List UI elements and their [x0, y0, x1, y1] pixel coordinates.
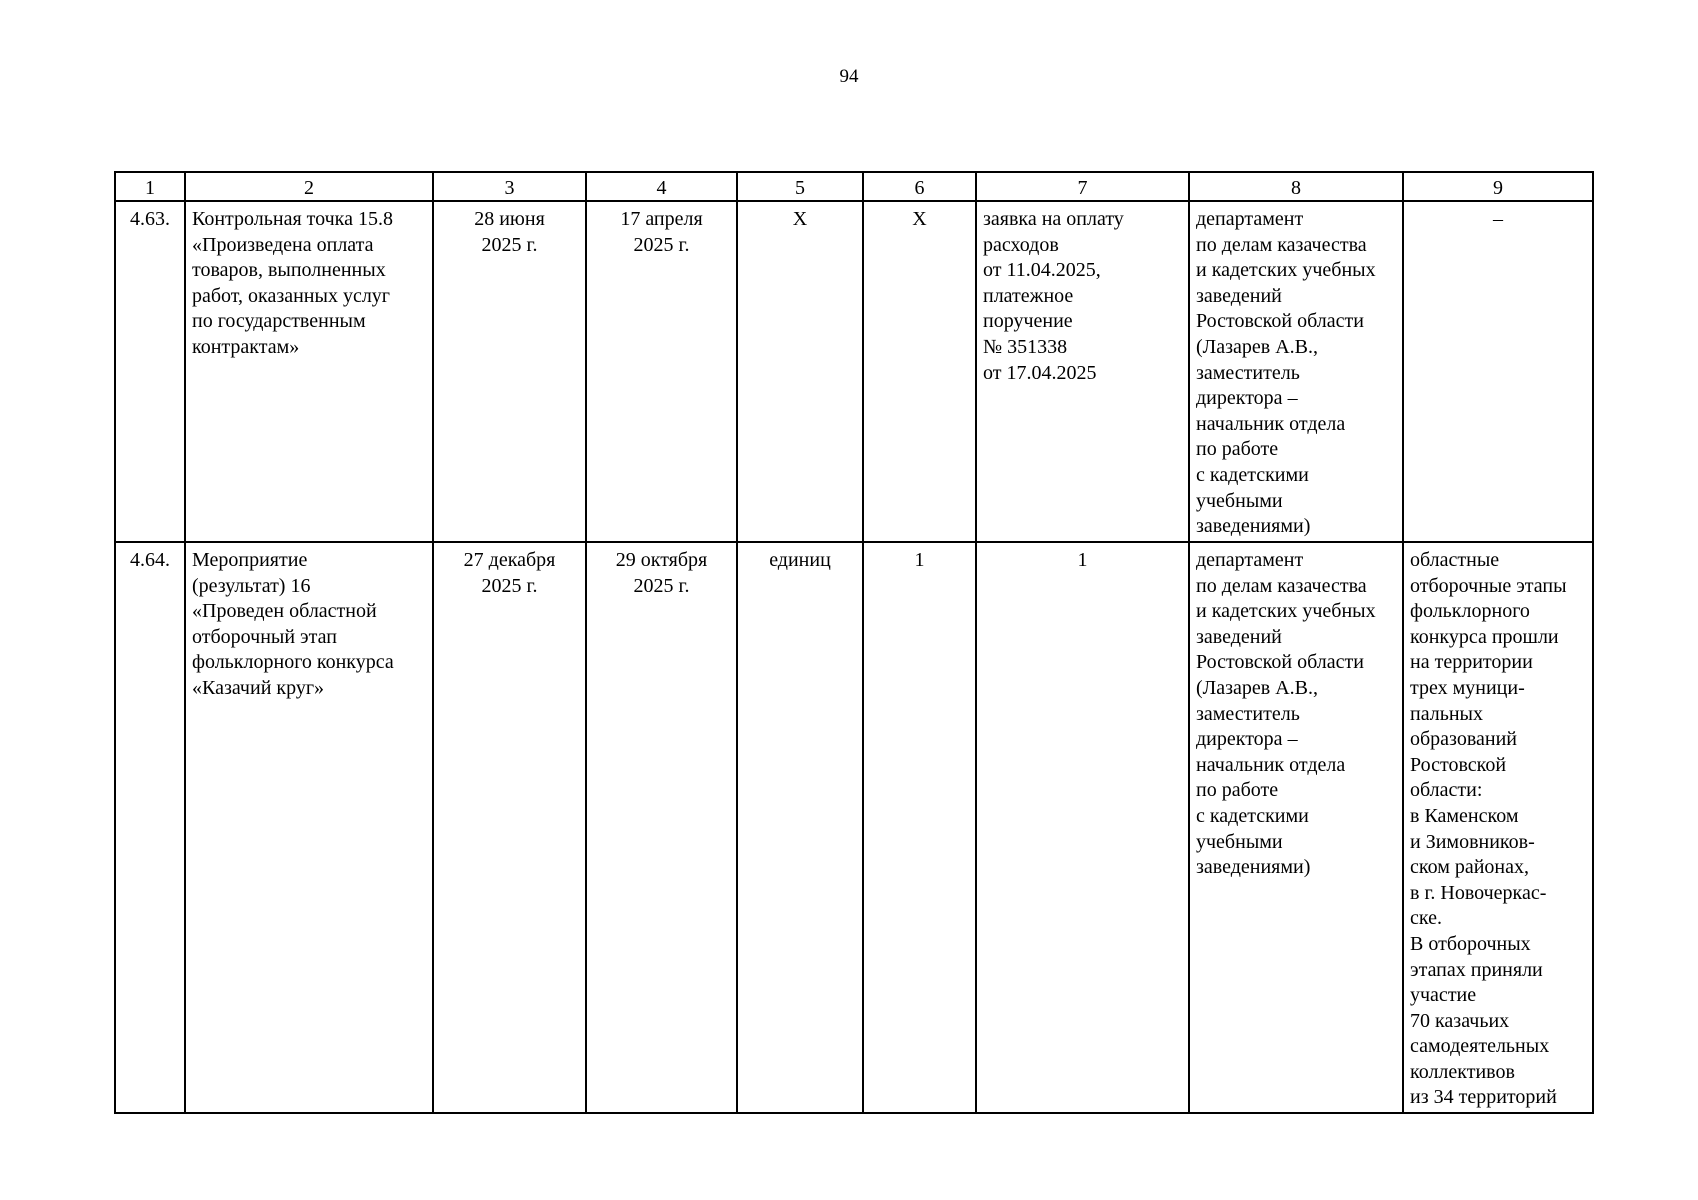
row-number-cell: 4.63.	[115, 201, 185, 542]
column-header: 8	[1189, 172, 1403, 201]
note-cell: –	[1403, 201, 1593, 542]
column-header: 2	[185, 172, 433, 201]
plan-date-cell: 28 июня 2025 г.	[433, 201, 586, 542]
table-row	[115, 542, 1593, 1113]
column-header: 1	[115, 172, 185, 201]
report-table	[114, 171, 1594, 1114]
column-header: 7	[976, 172, 1189, 201]
column-header: 3	[433, 172, 586, 201]
item-name-cell: Мероприятие (результат) 16 «Проведен областной отборочный этап фольклорного конкурса «Казачий круг»	[185, 542, 433, 1113]
fact-value-cell: 1	[976, 542, 1189, 1113]
unit-cell: единиц	[737, 542, 863, 1113]
plan-date-cell: 27 декабря 2025 г.	[433, 542, 586, 1113]
note-cell: областные отборочные этапы фольклорного конкурса прошли на территории трех муници- пальных образований Ростовской области: в Каменском и Зимовников- ском районах, в г. Новочеркас- ске. В отборочных этапах приняли участие 70 казачьих самодеятельных коллективов из 34 территорий	[1403, 542, 1593, 1113]
row-number-cell: 4.64.	[115, 542, 185, 1113]
plan-value-cell: X	[863, 201, 976, 542]
responsible-cell: департамент по делам казачества и кадетских учебных заведений Ростовской области (Лазарев А.В., заместитель директора – начальник отдела по работе с кадетскими учебными заведениями)	[1189, 201, 1403, 542]
plan-value-cell: 1	[863, 542, 976, 1113]
item-name-cell: Контрольная точка 15.8 «Произведена оплата товаров, выполненных работ, оказанных услуг по государственным контрактам»	[185, 201, 433, 542]
column-header: 4	[586, 172, 737, 201]
fact-date-cell: 17 апреля 2025 г.	[586, 201, 737, 542]
column-header: 6	[863, 172, 976, 201]
page-number: 94	[839, 66, 859, 87]
fact-value-cell: заявка на оплату расходов от 11.04.2025, платежное поручение № 351338 от 17.04.2025	[976, 201, 1189, 542]
column-header: 9	[1403, 172, 1593, 201]
column-header: 5	[737, 172, 863, 201]
unit-cell: X	[737, 201, 863, 542]
responsible-cell: департамент по делам казачества и кадетских учебных заведений Ростовской области (Лазарев А.В., заместитель директора – начальник отдела по работе с кадетскими учебными заведениями)	[1189, 542, 1403, 1113]
fact-date-cell: 29 октября 2025 г.	[586, 542, 737, 1113]
table-header-row	[115, 172, 1593, 201]
table-row	[115, 201, 1593, 542]
